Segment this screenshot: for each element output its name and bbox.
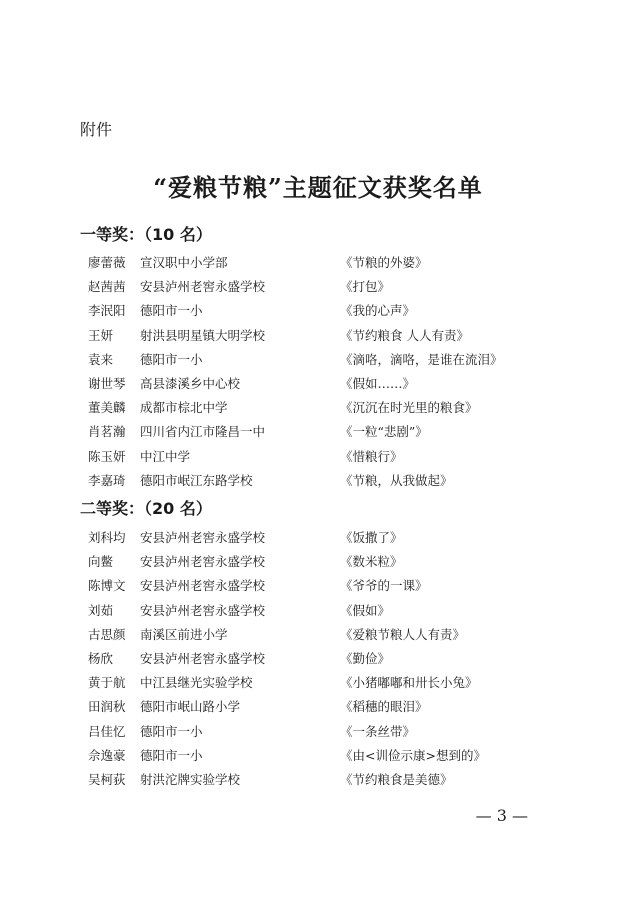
award-entry-row (88, 250, 548, 274)
school-name: 安县泸州老窖永盛学校 (140, 650, 266, 666)
school-name: 安县泸州老窖永盛学校 (140, 554, 266, 570)
document-title: “爱粮节粮”主题征文获奖名单 (153, 173, 483, 202)
winner-name: 刘科均 (88, 530, 126, 545)
school-name: 安县泸州老窖永盛学校 (140, 279, 266, 295)
winner-name: 廖蕾薇 (88, 255, 126, 270)
award-entry-row (88, 395, 548, 419)
essay-title: 《惜粮行》 (340, 448, 403, 464)
award-entry-row (88, 622, 548, 646)
award-entry-row (88, 468, 548, 492)
essay-title: 《沉沉在时光里的粮食》 (340, 400, 478, 416)
school-name: 中江县继光实验学校 (140, 675, 253, 691)
winner-name: 陈玉妍 (88, 448, 126, 464)
award-entry-row (88, 274, 548, 298)
second-prize-list (88, 525, 548, 791)
award-entry-row (88, 323, 548, 347)
essay-title: 《打包》 (340, 279, 391, 295)
award-entry-row (88, 646, 548, 670)
second-prize-heading: 二等奖：（20 名） (80, 499, 212, 518)
essay-title: 《稻穗的眼泪》 (340, 699, 428, 715)
essay-title: 《我的心声》 (340, 303, 416, 319)
school-name: 成都市棕北中学 (140, 400, 228, 416)
award-entry-row (88, 549, 548, 573)
school-name: 德阳市岷山路小学 (140, 699, 241, 715)
school-name: 德阳市一小 (140, 303, 203, 319)
award-entry-row (88, 347, 548, 371)
essay-title: 《爷爷的一课》 (340, 578, 428, 594)
essay-title: 《滴咯，滴咯，是谁在流泪》 (340, 351, 503, 367)
award-entry-row (88, 573, 548, 597)
essay-title: 《一条丝带》 (340, 723, 416, 739)
award-entry-row (88, 525, 548, 549)
winner-name: 王妍 (88, 327, 114, 343)
school-name: 宣汉职中小学部 (140, 255, 228, 270)
annex-label: 附件 (80, 120, 113, 139)
first-prize-list (88, 250, 548, 492)
school-name: 安县泸州老窖永盛学校 (140, 530, 266, 545)
award-entry-row (88, 371, 548, 395)
award-entry-row (88, 444, 548, 468)
school-name: 德阳市岷江东路学校 (140, 472, 253, 488)
school-name: 射洪沱牌实验学校 (140, 771, 241, 787)
winner-name: 向鳖 (88, 554, 114, 570)
page-number: — 3 — (475, 806, 528, 825)
award-entry-row (88, 719, 548, 743)
school-name: 安县泸州老窖永盛学校 (140, 602, 266, 618)
essay-title: 《节粮的外婆》 (340, 255, 428, 270)
essay-title: 《节约粮食 人人有责》 (340, 327, 469, 343)
school-name: 德阳市一小 (140, 351, 203, 367)
winner-name: 李嘉琦 (88, 472, 126, 488)
school-name: 安县泸州老窖永盛学校 (140, 578, 266, 594)
winner-name: 田润秋 (88, 699, 126, 715)
essay-title: 《假如……》 (340, 375, 416, 391)
essay-title: 《爱粮节粮人人有责》 (340, 626, 466, 642)
award-entry-row (88, 598, 548, 622)
winner-name: 袁来 (88, 351, 114, 367)
winner-name: 谢世琴 (88, 375, 126, 391)
award-entry-row (88, 767, 548, 791)
winner-name: 陈博文 (88, 578, 126, 594)
winner-name: 古思颜 (88, 626, 126, 642)
award-entry-row (88, 694, 548, 718)
award-entry-row (88, 670, 548, 694)
winner-name: 杨欣 (88, 650, 114, 666)
award-entry-row (88, 419, 548, 443)
essay-title: 《勤俭》 (340, 650, 391, 666)
essay-title: 《小猪嘟嘟和卅长小兔》 (340, 675, 478, 691)
winner-name: 刘茹 (88, 602, 114, 618)
school-name: 中江中学 (140, 448, 191, 464)
winner-name: 吴柯荻 (88, 771, 126, 787)
school-name: 高县漆溪乡中心校 (140, 375, 241, 391)
essay-title: 《饭撒了》 (340, 530, 403, 545)
award-entry-row (88, 298, 548, 322)
winner-name: 吕佳忆 (88, 723, 126, 739)
winner-name: 赵茜茜 (88, 279, 126, 295)
essay-title: 《由<训俭示康>想到的》 (340, 747, 486, 763)
essay-title: 《节粮，从我做起》 (340, 472, 453, 488)
winner-name: 佘逸豪 (88, 747, 126, 763)
winner-name: 董美麟 (88, 400, 126, 416)
winner-name: 肖茗瀚 (88, 424, 126, 440)
school-name: 德阳市一小 (140, 747, 203, 763)
winner-name: 黄于航 (88, 675, 126, 691)
essay-title: 《一粒“悲剧”》 (340, 424, 428, 440)
school-name: 德阳市一小 (140, 723, 203, 739)
school-name: 南溪区前进小学 (140, 626, 228, 642)
school-name: 四川省内江市隆昌一中 (140, 424, 266, 440)
winner-name: 李泯阳 (88, 303, 126, 319)
essay-title: 《假如》 (340, 602, 391, 618)
essay-title: 《节约粮食是美德》 (340, 771, 453, 787)
essay-title: 《数米粒》 (340, 554, 403, 570)
award-entry-row (88, 743, 548, 767)
school-name: 射洪县明星镇大明学校 (140, 327, 266, 343)
first-prize-heading: 一等奖：（10 名） (80, 225, 212, 244)
